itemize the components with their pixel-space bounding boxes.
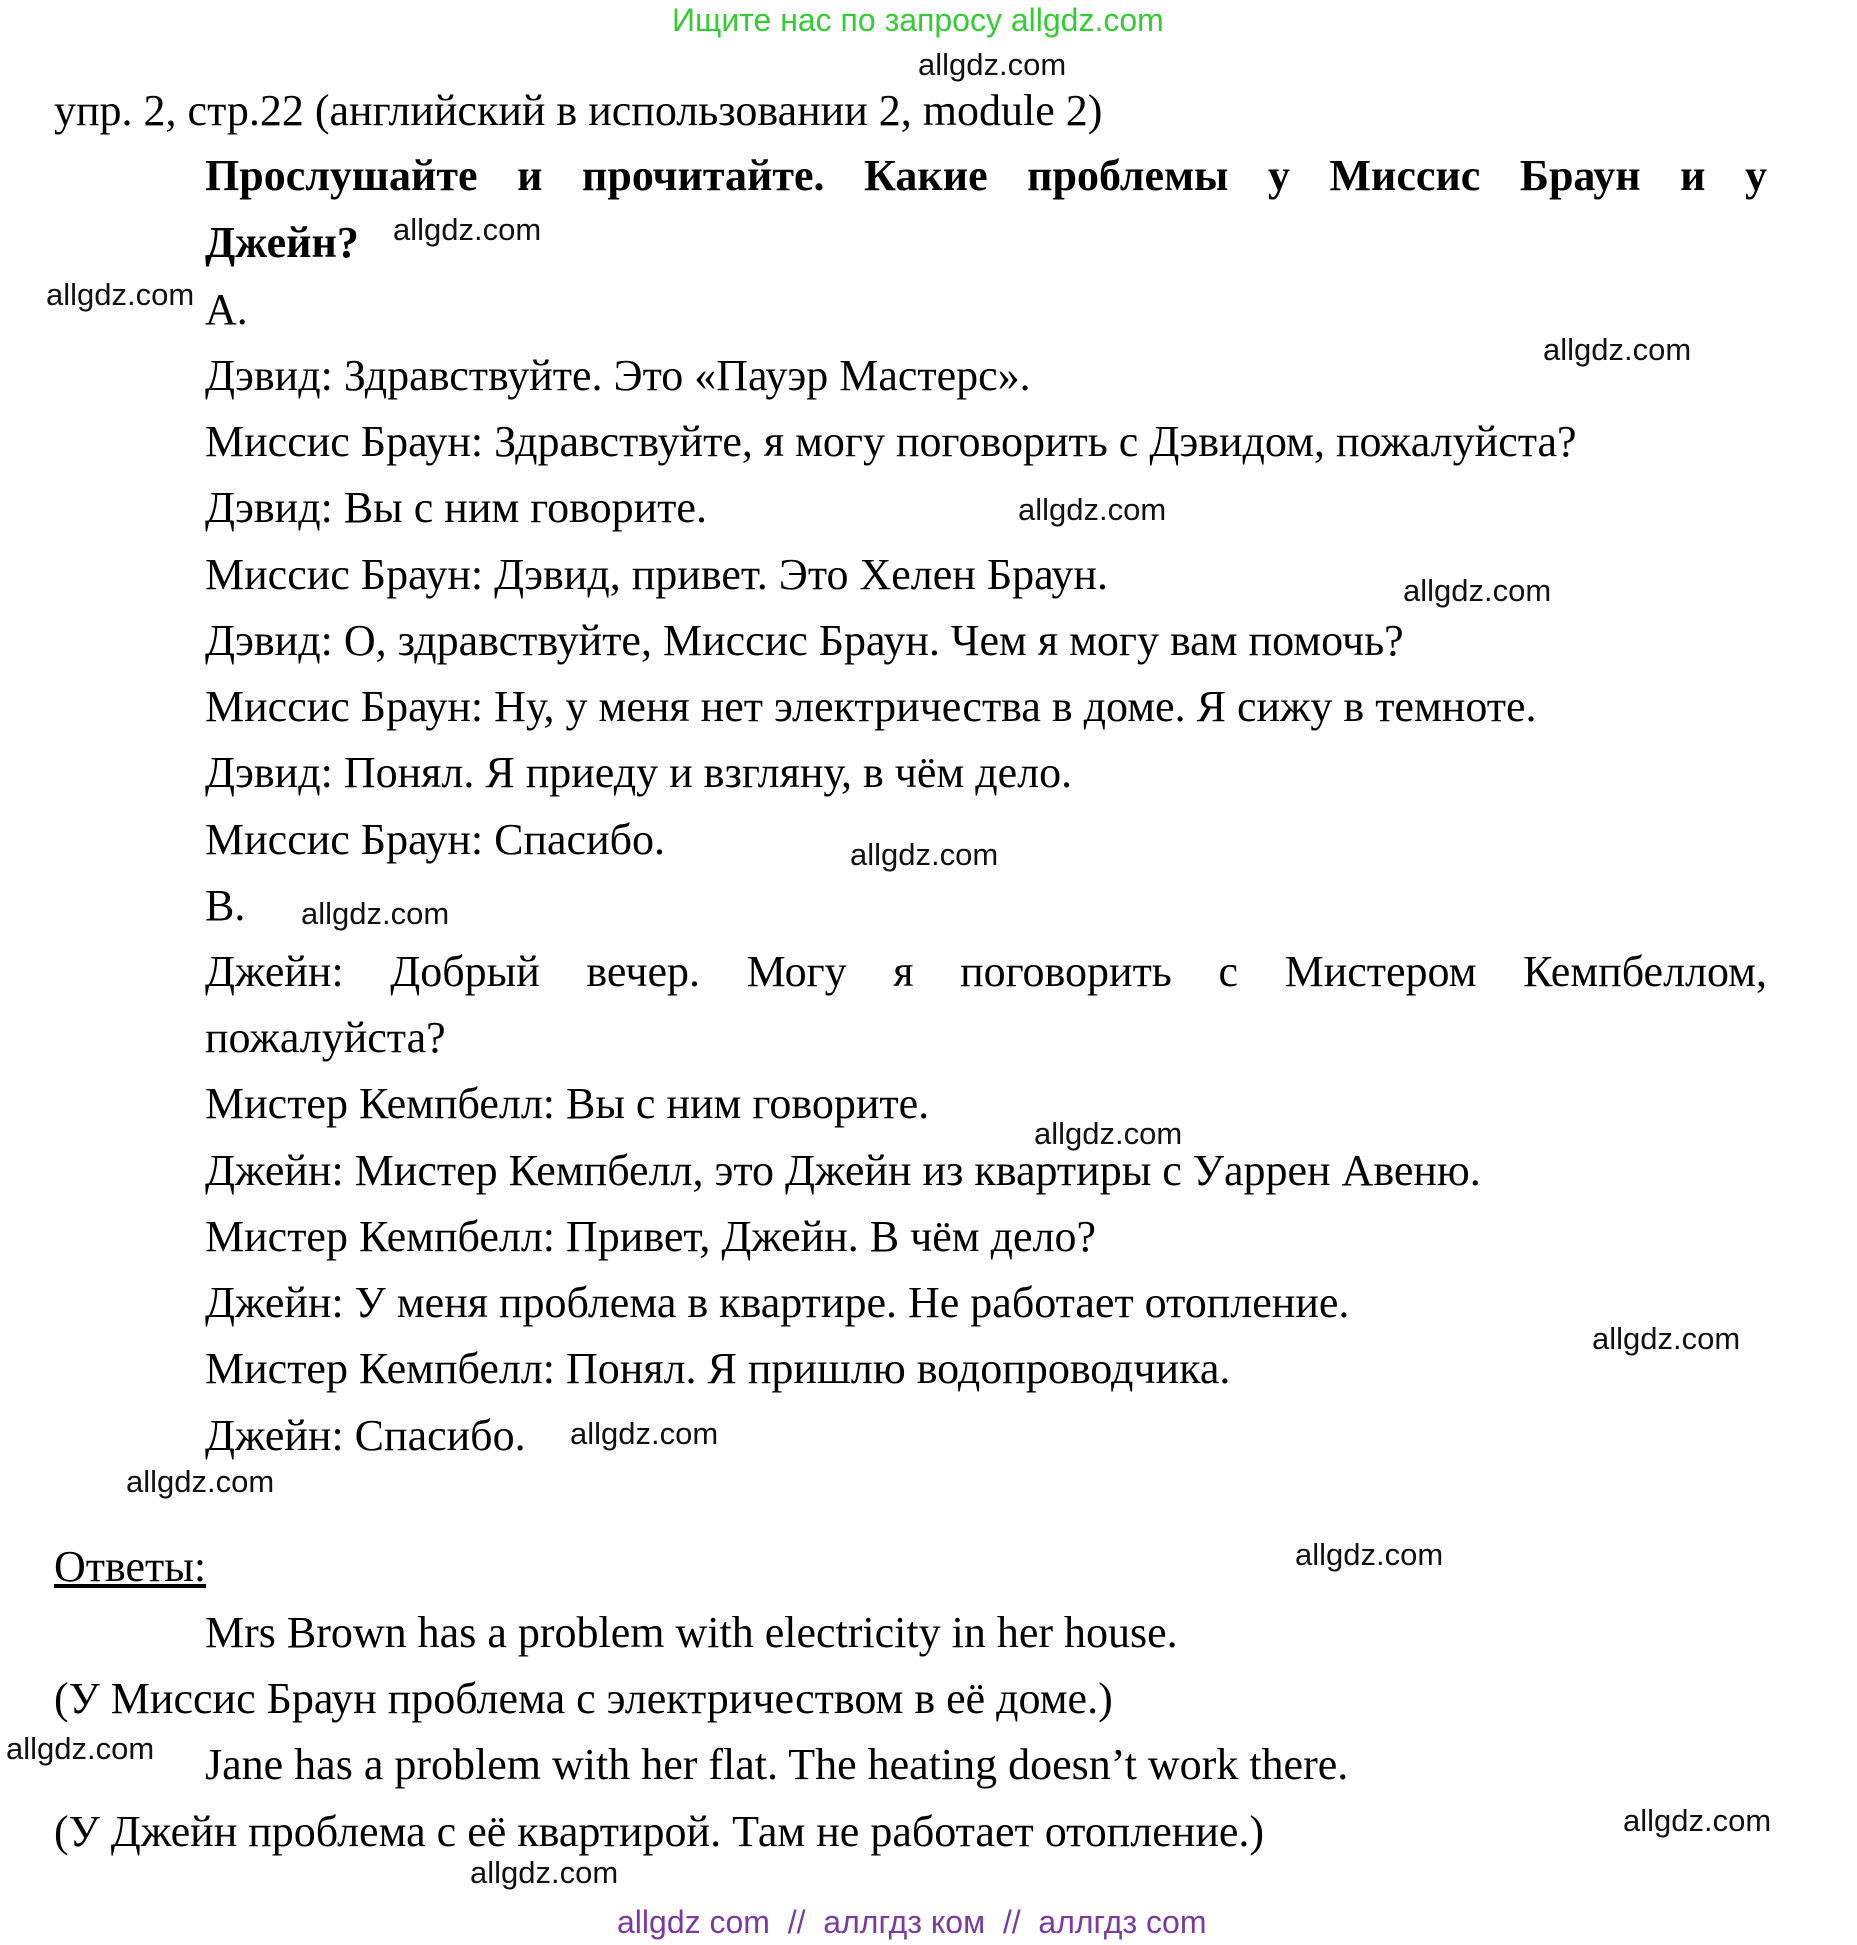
dialogue-line: Джейн: Спасибо. (205, 1411, 526, 1460)
watermark: allgdz.com (1018, 492, 1167, 527)
answer-1-russian: (У Миссис Браун проблема с электричеством в её доме.) (54, 1674, 1113, 1723)
watermark: allgdz.com (6, 1731, 155, 1766)
footer-links: allgdz com // аллгдз ком // аллгдз com (617, 1904, 1207, 1940)
section-b-label: B. (205, 881, 246, 930)
watermark: allgdz.com (850, 837, 999, 872)
dialogue-line: Миссис Браун: Дэвид, привет. Это Хелен Браун. (205, 550, 1108, 599)
watermark: allgdz.com (1295, 1537, 1444, 1572)
dialogue-line: Дэвид: Понял. Я приеду и взгляну, в чём дело. (205, 748, 1073, 797)
dialogue-line: Джейн: Добрый вечер. Могу я поговорить с Мистером Кемпбеллом, (205, 947, 1767, 996)
watermark: allgdz.com (1403, 573, 1552, 608)
dialogue-line: Миссис Браун: Здравствуйте, я могу поговорить с Дэвидом, пожалуйста? (205, 417, 1577, 466)
watermark: allgdz.com (301, 896, 450, 931)
dialogue-line: Мистер Кемпбелл: Вы с ним говорите. (205, 1079, 930, 1128)
watermark: allgdz.com (126, 1464, 275, 1499)
watermark: allgdz.com (570, 1416, 719, 1451)
dialogue-line: Дэвид: Вы с ним говорите. (205, 483, 707, 532)
dialogue-line: Джейн: У меня проблема в квартире. Не работает отопление. (205, 1278, 1350, 1327)
dialogue-line: Миссис Браун: Спасибо. (205, 815, 666, 864)
dialogue-line: Дэвид: О, здравствуйте, Миссис Браун. Чем я могу вам помочь? (205, 616, 1404, 665)
watermark: allgdz.com (470, 1855, 619, 1890)
watermark: allgdz.com (1034, 1116, 1183, 1151)
watermark: allgdz.com (393, 212, 542, 247)
dialogue-line: Мистер Кемпбелл: Понял. Я пришлю водопроводчика. (205, 1344, 1231, 1393)
search-banner: Ищите нас по запросу allgdz.com (672, 2, 1164, 38)
dialogue-line-continuation: пожалуйста? (205, 1013, 446, 1062)
watermark: allgdz.com (1623, 1803, 1772, 1838)
answers-heading: Ответы: (54, 1542, 207, 1591)
dialogue-line: Джейн: Мистер Кемпбелл, это Джейн из квартиры с Уаррен Авеню. (205, 1146, 1481, 1195)
answer-2-russian: (У Джейн проблема с её квартирой. Там не работает отопление.) (54, 1807, 1265, 1856)
exercise-header: упр. 2, стр.22 (английский в использовании 2, module 2) (54, 86, 1103, 135)
watermark: allgdz.com (1592, 1321, 1741, 1356)
dialogue-line: Мистер Кемпбелл: Привет, Джейн. В чём дело? (205, 1212, 1097, 1261)
answer-1-english: Mrs Brown has a problem with electricity in her house. (205, 1608, 1178, 1657)
task-line-1: Прослушайте и прочитайте. Какие проблемы у Миссис Браун и у (205, 151, 1767, 200)
task-line-2: Джейн? (205, 218, 359, 267)
watermark: allgdz.com (1543, 332, 1692, 367)
dialogue-line: Миссис Браун: Ну, у меня нет электричества в доме. Я сижу в темноте. (205, 682, 1537, 731)
watermark: allgdz.com (46, 277, 195, 312)
answer-2-english: Jane has a problem with her flat. The heating doesn’t work there. (205, 1740, 1349, 1789)
watermark: allgdz.com (918, 47, 1067, 82)
dialogue-line: Дэвид: Здравствуйте. Это «Пауэр Мастерс». (205, 351, 1031, 400)
section-a-label: A. (205, 285, 248, 334)
